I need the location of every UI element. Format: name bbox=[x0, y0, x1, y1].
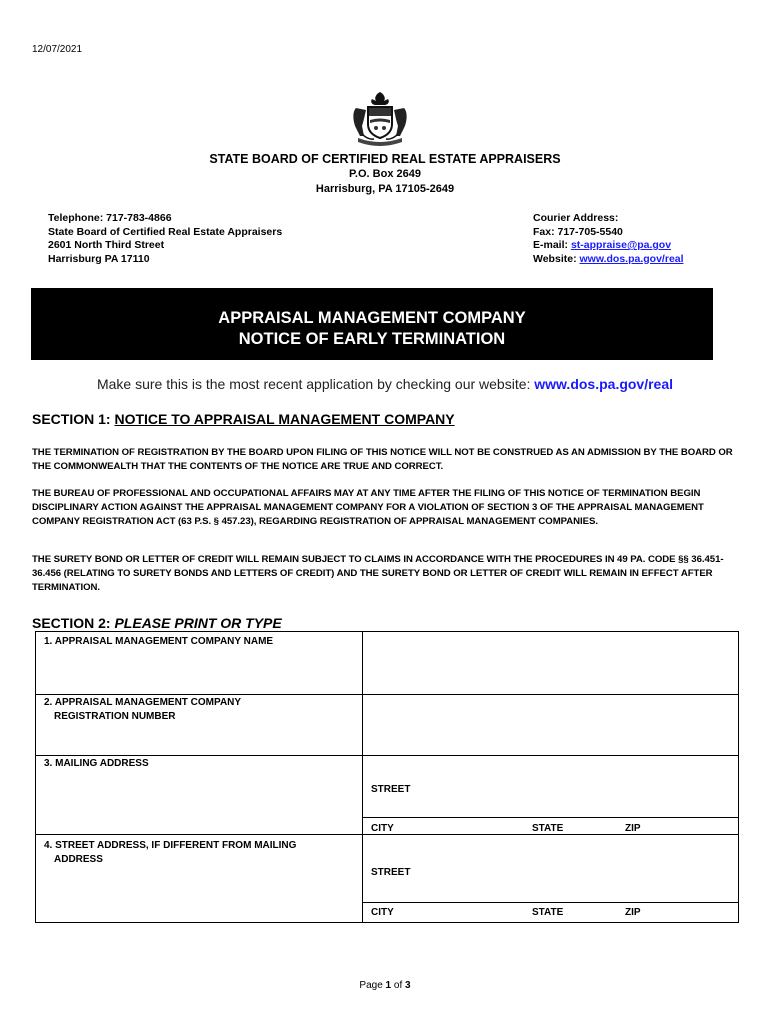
pennsylvania-coat-of-arms-icon bbox=[348, 90, 412, 148]
field-registration-number-label bbox=[44, 696, 241, 723]
title-banner bbox=[31, 288, 713, 360]
notice-text: Make sure this is the most recent application by checking our website: bbox=[96, 376, 535, 392]
registration-number-input[interactable] bbox=[363, 695, 738, 755]
title-line-2: NOTICE OF EARLY TERMINATION bbox=[238, 330, 506, 348]
recent-application-notice bbox=[0, 376, 770, 392]
section-1-prefix: SECTION 1: bbox=[32, 411, 115, 427]
board-street: 2601 North Third Street bbox=[48, 239, 165, 251]
company-info-form bbox=[35, 631, 739, 923]
telephone: Telephone: 717-783-4866 bbox=[48, 212, 172, 224]
title-line-1: APPRAISAL MANAGEMENT COMPANY bbox=[218, 309, 526, 327]
board-city: Harrisburg PA 17110 bbox=[48, 252, 150, 265]
mailing-zip-label: ZIP bbox=[625, 823, 641, 834]
physical-street-label: STREET bbox=[371, 867, 411, 878]
page-total: 3 bbox=[405, 980, 411, 991]
field-mailing-address-label: 3. MAILING ADDRESS bbox=[44, 758, 149, 769]
physical-street-divider bbox=[362, 902, 738, 903]
contact-info-right bbox=[533, 212, 684, 266]
page-number: 1 bbox=[385, 980, 392, 991]
page-word: Page bbox=[359, 980, 386, 991]
registration-label-line-1: 2. APPRAISAL MANAGEMENT COMPANY bbox=[44, 697, 242, 708]
mailing-state-label: STATE bbox=[532, 823, 564, 834]
field-company-name-label: 1. APPRAISAL MANAGEMENT COMPANY NAME bbox=[44, 636, 274, 647]
registration-label-line-2: REGISTRATION NUMBER bbox=[54, 710, 176, 722]
physical-state-label: STATE bbox=[532, 907, 564, 918]
email-label: E-mail: bbox=[533, 239, 571, 251]
mailing-street-divider bbox=[362, 817, 738, 818]
contact-info-left bbox=[48, 212, 282, 266]
website-label: Website: bbox=[533, 252, 580, 265]
courier-label: Courier Address: bbox=[533, 212, 619, 224]
street-address-label-line-2: ADDRESS bbox=[54, 853, 103, 865]
company-name-input[interactable] bbox=[363, 632, 738, 694]
physical-zip-label: ZIP bbox=[625, 907, 641, 918]
street-address-label-line-1: 4. STREET ADDRESS, IF DIFFERENT FROM MAILING bbox=[44, 840, 297, 851]
section-2-heading bbox=[32, 615, 282, 631]
website-link[interactable]: www.dos.pa.gov/real bbox=[579, 252, 684, 265]
notice-paragraph-2: THE BUREAU OF PROFESSIONAL AND OCCUPATIONAL AFFAIRS MAY AT ANY TIME AFTER THE FILING OF THIS NOTICE OF TERMINATION BEGIN DISCIPLINARY ACTION AGAINST THE APPRAISAL MANAGEMENT COMPANY FOR A VIOLATION OF SECTION 3 OF THE APPRAISAL MANAGEMENT COMPANY REGISTRATION ACT (63 P.S. § 457.23), REGARDING REGISTRATION OF APPRAISAL MANAGEMENT COMPANIES. bbox=[32, 488, 704, 527]
board-name: State Board of Certified Real Estate Appraisers bbox=[48, 225, 283, 238]
section-2-prefix: SECTION 2: bbox=[32, 615, 115, 631]
fax: Fax: 717-705-5540 bbox=[533, 225, 623, 238]
section-1-heading bbox=[32, 411, 455, 427]
notice-paragraph-3: THE SURETY BOND OR LETTER OF CREDIT WILL REMAIN SUBJECT TO CLAIMS IN ACCORDANCE WITH THE PROCEDURES IN 49 PA. CODE §§ 36.451-36.456 (RELATING TO SURETY BONDS AND LETTERS OF CREDIT) AND THE SURETY BOND OR LETTER OF CREDIT WILL REMAIN IN EFFECT AFTER TERMINATION. bbox=[32, 554, 724, 593]
email-line bbox=[533, 239, 684, 253]
of-word: of bbox=[391, 980, 406, 991]
section-2-title: PLEASE PRINT OR TYPE bbox=[114, 615, 282, 631]
document-date: 12/07/2021 bbox=[32, 44, 83, 55]
physical-city-label: CITY bbox=[371, 907, 394, 918]
website-line bbox=[533, 253, 684, 267]
page-footer bbox=[0, 980, 770, 991]
email-link[interactable]: st-appraise@pa.gov bbox=[570, 239, 672, 251]
agency-name: STATE BOARD OF CERTIFIED REAL ESTATE APPRAISERS bbox=[209, 152, 561, 166]
notice-paragraph-1: THE TERMINATION OF REGISTRATION BY THE BOARD UPON FILING OF THIS NOTICE WILL NOT BE CONSTRUED AS AN ADMISSION BY THE BOARD OR THE COMMONWEALTH THAT THE CONTENTS OF THE NOTICE ARE TRUE AND CORRECT. bbox=[32, 447, 733, 472]
mailing-street-input[interactable] bbox=[363, 756, 738, 817]
notice-website-link[interactable]: www.dos.pa.gov/real bbox=[534, 376, 674, 392]
physical-street-input[interactable] bbox=[363, 835, 738, 902]
agency-city: Harrisburg, PA 17105-2649 bbox=[315, 183, 455, 195]
mailing-city-label: CITY bbox=[371, 823, 394, 834]
section-1-title: NOTICE TO APPRAISAL MANAGEMENT COMPANY bbox=[114, 411, 455, 427]
mailing-street-label: STREET bbox=[371, 784, 411, 795]
po-box: P.O. Box 2649 bbox=[349, 168, 421, 180]
field-street-address-label bbox=[44, 839, 296, 866]
